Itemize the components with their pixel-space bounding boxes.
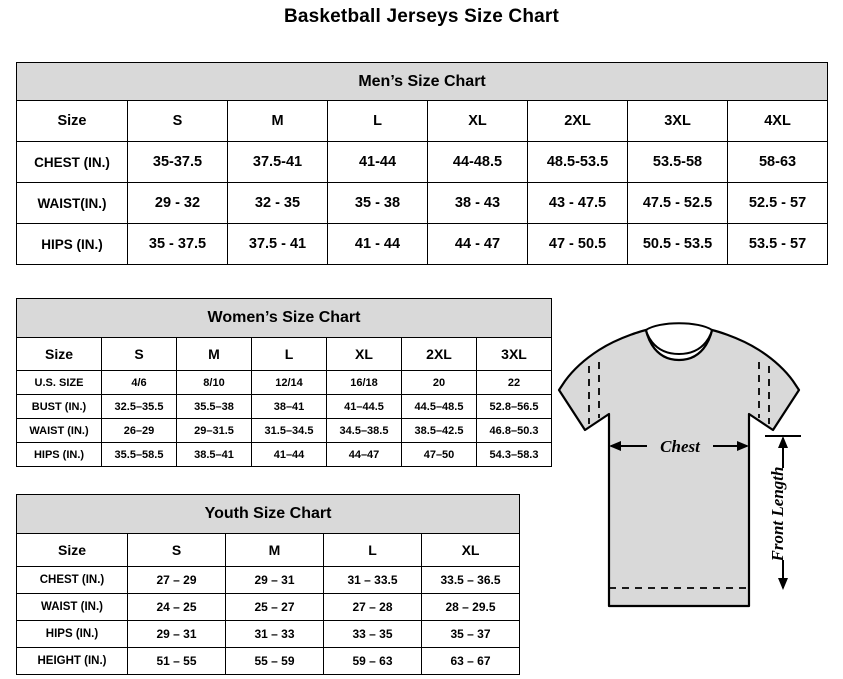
- youth-cell-chest-m: 29 – 31: [226, 567, 324, 594]
- mens-cell-chest-2xl: 48.5-53.5: [528, 142, 628, 183]
- tshirt-shape-icon: [559, 323, 799, 606]
- youth-header-l: L: [324, 534, 422, 567]
- womens-cell-waist-3xl: 46.8–50.3: [477, 419, 552, 443]
- table-row: [17, 371, 552, 395]
- womens-cell-hips-2xl: 47–50: [402, 443, 477, 467]
- youth-cell-height-l: 59 – 63: [324, 648, 422, 675]
- table-row: [17, 567, 520, 594]
- mens-cell-chest-4xl: 58-63: [728, 142, 828, 183]
- womens-cell-hips-m: 38.5–41: [177, 443, 252, 467]
- youth-cell-height-xl: 63 – 67: [422, 648, 520, 675]
- mens-cell-hips-4xl: 53.5 - 57: [728, 224, 828, 265]
- womens-cell-bust-2xl: 44.5–48.5: [402, 395, 477, 419]
- youth-row-label-hips: HIPS (IN.): [17, 621, 128, 648]
- womens-cell-ussize-l: 12/14: [252, 371, 327, 395]
- mens-cell-waist-l: 35 - 38: [328, 183, 428, 224]
- womens-cell-waist-m: 29–31.5: [177, 419, 252, 443]
- youth-header-xl: XL: [422, 534, 520, 567]
- youth-cell-chest-s: 27 – 29: [128, 567, 226, 594]
- table-caption-row: [17, 495, 520, 534]
- tshirt-measurement-diagram: [551, 306, 836, 671]
- youth-size-chart-table: [16, 494, 520, 675]
- front-length-label: Front Length: [768, 466, 787, 562]
- youth-cell-waist-xl: 28 – 29.5: [422, 594, 520, 621]
- womens-cell-waist-l: 31.5–34.5: [252, 419, 327, 443]
- mens-header-m: M: [228, 101, 328, 142]
- womens-header-l: L: [252, 338, 327, 371]
- mens-cell-hips-s: 35 - 37.5: [128, 224, 228, 265]
- table-row: [17, 183, 828, 224]
- mens-cell-hips-l: 41 - 44: [328, 224, 428, 265]
- youth-cell-chest-xl: 33.5 – 36.5: [422, 567, 520, 594]
- youth-header-size: Size: [17, 534, 128, 567]
- mens-header-s: S: [128, 101, 228, 142]
- mens-row-label-hips: HIPS (IN.): [17, 224, 128, 265]
- womens-size-chart-table: [16, 298, 552, 467]
- womens-row-label-bust: BUST (IN.): [17, 395, 102, 419]
- womens-cell-bust-xl: 41–44.5: [327, 395, 402, 419]
- youth-cell-height-s: 51 – 55: [128, 648, 226, 675]
- womens-header-s: S: [102, 338, 177, 371]
- table-row: [17, 621, 520, 648]
- youth-row-label-waist: WAIST (IN.): [17, 594, 128, 621]
- youth-header-m: M: [226, 534, 324, 567]
- womens-row-label-waist: WAIST (IN.): [17, 419, 102, 443]
- table-header-row: [17, 338, 552, 371]
- youth-cell-hips-l: 33 – 35: [324, 621, 422, 648]
- womens-cell-waist-xl: 34.5–38.5: [327, 419, 402, 443]
- womens-cell-hips-3xl: 54.3–58.3: [477, 443, 552, 467]
- mens-header-xl: XL: [428, 101, 528, 142]
- mens-row-label-chest: CHEST (IN.): [17, 142, 128, 183]
- womens-row-label-us-size: U.S. SIZE: [17, 371, 102, 395]
- mens-cell-hips-m: 37.5 - 41: [228, 224, 328, 265]
- table-row: [17, 648, 520, 675]
- youth-cell-waist-l: 27 – 28: [324, 594, 422, 621]
- mens-cell-waist-2xl: 43 - 47.5: [528, 183, 628, 224]
- womens-cell-bust-3xl: 52.8–56.5: [477, 395, 552, 419]
- mens-size-chart-table: [16, 62, 828, 265]
- womens-cell-bust-s: 32.5–35.5: [102, 395, 177, 419]
- womens-cell-bust-l: 38–41: [252, 395, 327, 419]
- youth-row-label-height: HEIGHT (IN.): [17, 648, 128, 675]
- table-row: [17, 224, 828, 265]
- mens-cell-hips-2xl: 47 - 50.5: [528, 224, 628, 265]
- mens-cell-hips-3xl: 50.5 - 53.5: [628, 224, 728, 265]
- womens-header-3xl: 3XL: [477, 338, 552, 371]
- youth-cell-height-m: 55 – 59: [226, 648, 324, 675]
- table-row: [17, 142, 828, 183]
- womens-cell-ussize-m: 8/10: [177, 371, 252, 395]
- table-row: [17, 395, 552, 419]
- womens-cell-ussize-2xl: 20: [402, 371, 477, 395]
- womens-header-xl: XL: [327, 338, 402, 371]
- youth-cell-hips-s: 29 – 31: [128, 621, 226, 648]
- mens-cell-waist-s: 29 - 32: [128, 183, 228, 224]
- mens-cell-hips-xl: 44 - 47: [428, 224, 528, 265]
- youth-cell-hips-xl: 35 – 37: [422, 621, 520, 648]
- table-header-row: [17, 101, 828, 142]
- table-caption-row: [17, 299, 552, 338]
- womens-cell-ussize-xl: 16/18: [327, 371, 402, 395]
- womens-cell-hips-xl: 44–47: [327, 443, 402, 467]
- mens-header-2xl: 2XL: [528, 101, 628, 142]
- womens-header-m: M: [177, 338, 252, 371]
- mens-header-size: Size: [17, 101, 128, 142]
- womens-cell-ussize-3xl: 22: [477, 371, 552, 395]
- womens-cell-hips-l: 41–44: [252, 443, 327, 467]
- womens-cell-hips-s: 35.5–58.5: [102, 443, 177, 467]
- mens-cell-waist-4xl: 52.5 - 57: [728, 183, 828, 224]
- table-caption-row: [17, 63, 828, 101]
- womens-cell-waist-s: 26–29: [102, 419, 177, 443]
- mens-cell-waist-xl: 38 - 43: [428, 183, 528, 224]
- womens-chart-caption: Women’s Size Chart: [17, 299, 552, 338]
- youth-cell-hips-m: 31 – 33: [226, 621, 324, 648]
- womens-header-2xl: 2XL: [402, 338, 477, 371]
- womens-cell-ussize-s: 4/6: [102, 371, 177, 395]
- mens-header-4xl: 4XL: [728, 101, 828, 142]
- table-row: [17, 443, 552, 467]
- mens-cell-waist-3xl: 47.5 - 52.5: [628, 183, 728, 224]
- womens-row-label-hips: HIPS (IN.): [17, 443, 102, 467]
- youth-cell-waist-m: 25 – 27: [226, 594, 324, 621]
- mens-cell-chest-l: 41-44: [328, 142, 428, 183]
- youth-chart-caption: Youth Size Chart: [17, 495, 520, 534]
- mens-cell-chest-s: 35-37.5: [128, 142, 228, 183]
- womens-header-size: Size: [17, 338, 102, 371]
- youth-row-label-chest: CHEST (IN.): [17, 567, 128, 594]
- chest-label: Chest: [660, 437, 700, 456]
- table-row: [17, 594, 520, 621]
- mens-header-3xl: 3XL: [628, 101, 728, 142]
- mens-cell-chest-3xl: 53.5-58: [628, 142, 728, 183]
- womens-cell-waist-2xl: 38.5–42.5: [402, 419, 477, 443]
- mens-cell-waist-m: 32 - 35: [228, 183, 328, 224]
- mens-row-label-waist: WAIST(IN.): [17, 183, 128, 224]
- youth-cell-chest-l: 31 – 33.5: [324, 567, 422, 594]
- mens-cell-chest-xl: 44-48.5: [428, 142, 528, 183]
- mens-chart-caption: Men’s Size Chart: [17, 63, 828, 101]
- mens-cell-chest-m: 37.5-41: [228, 142, 328, 183]
- page-title: Basketball Jerseys Size Chart: [283, 6, 560, 27]
- table-header-row: [17, 534, 520, 567]
- mens-header-l: L: [328, 101, 428, 142]
- youth-cell-waist-s: 24 – 25: [128, 594, 226, 621]
- womens-cell-bust-m: 35.5–38: [177, 395, 252, 419]
- youth-header-s: S: [128, 534, 226, 567]
- table-row: [17, 419, 552, 443]
